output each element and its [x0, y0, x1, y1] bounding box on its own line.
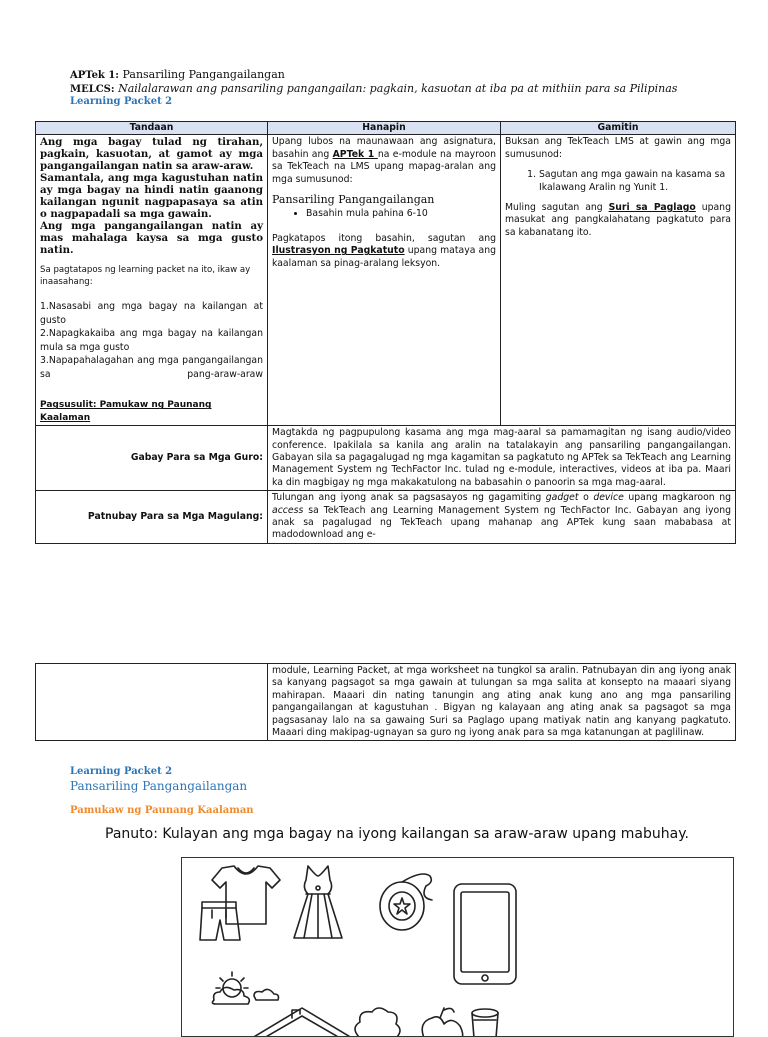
empty-label-cell	[36, 664, 268, 741]
fruit-icon	[422, 1008, 462, 1037]
melcs-line: MELCS: Nailalarawan ang pansariling pangangailan: pagkain, kasuotan at iba pa at mithiin para sa Pilipinas	[70, 82, 678, 95]
content-row	[36, 135, 736, 426]
tablet-icon	[454, 884, 516, 984]
tree-icon	[355, 1008, 400, 1037]
aptek-link[interactable]: APTek 1	[332, 148, 378, 160]
pagsusulit-label: Pagsusulit: Pamukaw ng Paunang Kaalaman	[40, 400, 212, 423]
glass-icon	[472, 1009, 498, 1037]
lesson-table	[35, 121, 736, 544]
guro-text: Magtakda ng pagpupulong kasama ang mga mag-aaral sa pamamagitan ng isang audio/video conference. Ipakilala sa kanila ang aralin na tatalakayin ang pansariling pangangailangan. Gabayan sila sa pagagalugad ng mga kagamitan sa pagkatuto ng APTek sa TekTeach ang Learning Management System ng TechFactor Inc. tulad ng e-module, interactives, videos at iba pa. Maari ka din magbigay ng mga makakatulong na babasahin o panoorin sa mga mag-aaral.	[268, 426, 736, 491]
col-tandaan: Tandaan	[36, 122, 268, 135]
guro-row	[36, 426, 736, 491]
document-title: APTek 1: Pansariling Pangangailangan	[70, 68, 285, 81]
ilustrasyon-link[interactable]: Ilustrasyon ng Pagkatuto	[272, 245, 405, 257]
gamitin-p1: Buksan ang TekTeach LMS at gawin ang mga sumusunod:	[505, 136, 731, 160]
list-item: • Basahin mula pahina 6-10	[306, 208, 496, 220]
section-subtitle: Pamukaw ng Paunang Kaalaman	[70, 805, 254, 816]
col-hanapin: Hanapin	[268, 122, 501, 135]
tandaan-p2: Samantala, ang mga kagustuhan natin ay mga bagay na hindi natin gaanong kailangan ngunit nagpapasaya sa atin o nagpapadali sa mga gawain.	[40, 172, 263, 221]
gamitin-list	[505, 169, 731, 194]
house-icon	[252, 1008, 352, 1037]
col-gamitin: Gamitin	[501, 122, 736, 135]
gamitin-cell	[501, 135, 736, 426]
hanapin-cell	[268, 135, 501, 426]
sun-cloud-icon	[212, 972, 278, 1004]
dress-icon	[294, 866, 342, 938]
magulang-label: Patnubay Para sa Mga Magulang:	[36, 491, 268, 544]
section-packet-label: Learning Packet 2	[70, 766, 173, 777]
coloring-illustration-box	[181, 857, 734, 1037]
objectives-intro: Sa pagtatapos ng learning packet na ito, ikaw ay inaasahang:	[40, 265, 251, 288]
list-item: 1. Sagutan ang mga gawain na kasama sa Ikalawang Aralin ng Yunit 1.	[539, 169, 731, 194]
objective-3: 3.Napapahalagahan ang mga pangangailangan sa pang-araw-araw	[40, 355, 263, 380]
hanapin-p1: Upang lubos na maunawaan ang asignatura, basahin ang APTek 1 na e-module na mayroon sa TekTeach na LMS upang mapag-aralan ang mga sumusunod:	[272, 136, 496, 185]
tandaan-cell	[36, 135, 268, 426]
section-title: Pansariling Pangangailangan	[70, 779, 248, 793]
objective-1: 1.Nasasabi ang mga bagay na kailangan at gusto	[40, 301, 263, 326]
yoyo-icon	[380, 874, 432, 930]
continuation-table	[35, 663, 736, 741]
suri-link[interactable]: Suri sa Paglago	[608, 202, 696, 214]
guro-label: Gabay Para sa Mga Guro:	[36, 426, 268, 491]
tandaan-p1: Ang mga bagay tulad ng tirahan, pagkain, kasuotan, at gamot ay mga pangangailangan natin sa araw-araw.	[40, 136, 263, 173]
instruction-text: Panuto: Kulayan ang mga bagay na iyong kailangan sa araw-araw upang mabuhay.	[105, 826, 689, 842]
hanapin-p2: Pagkatapos itong basahin, sagutan ang Ilustrasyon ng Pagkatuto upang mataya ang kaalaman sa pinag-aralang leksyon.	[272, 232, 497, 269]
gamitin-p2: Muling sagutan ang Suri sa Paglago upang masukat ang pangkalahatang pagkatuto para sa kabanatang ito.	[505, 202, 731, 238]
objective-2: 2.Napagkakaiba ang mga bagay na kailangan mula sa mga gusto	[40, 328, 263, 353]
learning-packet-label: Learning Packet 2	[70, 96, 173, 107]
magulang-text: Tulungan ang iyong anak sa pagsasayos ng gagamiting gadget o device upang magkaroon ng access sa TekTeach ang Learning Management System ng TechFactor Inc. Gabayan ang iyong anak sa pagalugad ng TekTeach upang mahanap ang APTek kung saan mababasa at madodownload ang e-	[268, 491, 736, 544]
hanapin-topic-title: Pansariling Pangangailangan	[272, 193, 435, 207]
coloring-drawing	[182, 858, 734, 1037]
table-header-row	[36, 122, 736, 135]
magulang-row	[36, 491, 736, 544]
shorts-icon	[200, 902, 240, 940]
magulang-continuation: module, Learning Packet, at mga worksheet na tungkol sa aralin. Patnubayan din ang iyong anak sa kanyang pagsagot sa mga gawain at tulungan sa mga salita at konsepto na maaari siyang mahirapan. Maaari din nating tanungin ang ating anak kung ano ang mga pansariling pangangailangan at kagustuhan . Bigyan ng kalayaan ang ating anak sa pagsagot sa mga pagsasanay lalo na sa gawaing Suri sa Paglago upang matiyak natin ang kanyang pagkatuto. Maaari ding makipag-ugnayan sa guro ng iyong anak para sa mga katanungan at paglilinaw.	[268, 664, 736, 741]
continuation-row	[36, 664, 736, 741]
hanapin-list	[272, 208, 496, 220]
tshirt-icon	[212, 866, 280, 924]
tandaan-p3: Ang mga pangangailangan natin ay mas mahalaga kaysa sa mga gusto natin.	[40, 220, 263, 257]
